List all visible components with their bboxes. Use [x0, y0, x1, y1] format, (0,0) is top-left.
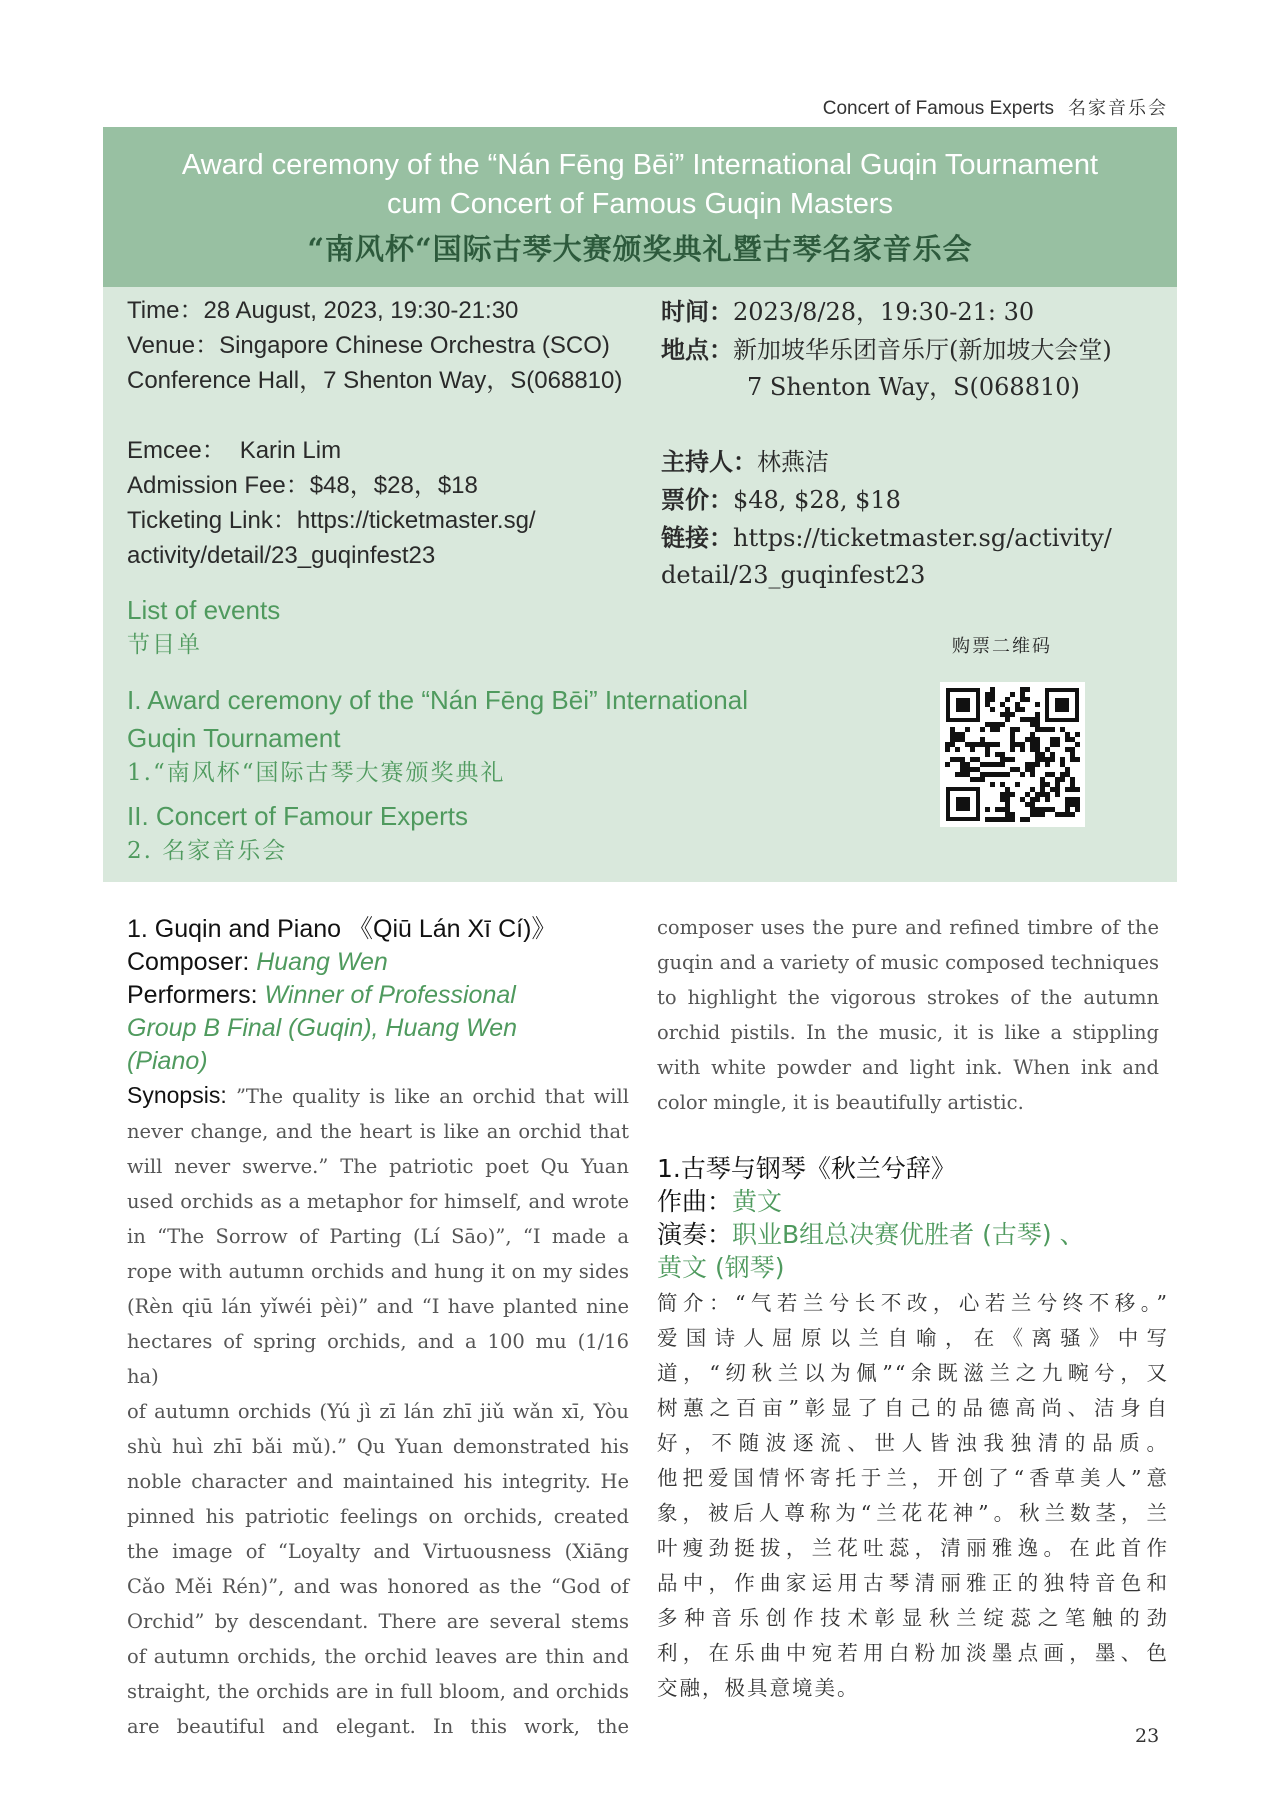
synopsis-en-line: used orchids as a metaphor for himself, and wrote	[127, 1190, 629, 1213]
synopsis-en-continued-line: to highlight the vigorous strokes of the autumn	[657, 986, 1159, 1009]
synopsis-en-line	[127, 1078, 629, 1114]
composer-value-zh: 黄文	[732, 1187, 783, 1216]
synopsis-en-text: ”The quality is like an orchid that will	[235, 1085, 629, 1108]
ticketing-link-zh-line2[interactable]: detail/23_guqinfest23	[661, 561, 926, 589]
qr-label: 购票二维码	[952, 636, 1052, 657]
composer-label-en: Composer:	[127, 948, 257, 976]
info-en-2	[127, 433, 667, 573]
composer-label-zh: 作曲：	[657, 1187, 733, 1216]
synopsis-en-continued-line: with white powder and light ink. When ink and	[657, 1056, 1159, 1079]
ticketing-link-en-line2[interactable]: activity/detail/23_guqinfest23	[127, 542, 436, 569]
performers-label-en: Performers:	[127, 981, 265, 1009]
ticketing-link-en[interactable]: https://ticketmaster.sg/	[296, 507, 536, 534]
venue-value-en: Singapore Chinese Orchestra (SCO)	[219, 332, 610, 359]
venue-value-en-line2: Conference Hall，7 Shenton Way，S(068810)	[127, 367, 623, 394]
synopsis-en-line: rope with autumn orchids and hung it on my sides	[127, 1260, 629, 1283]
event-1-en: I. Award ceremony of the “Nán Fēng Bēi” International	[127, 685, 748, 715]
title-zh: “南风杯“国际古琴大赛颁奖典礼暨古琴名家音乐会	[307, 232, 973, 266]
event-2-en: II. Concert of Famour Experts	[127, 801, 469, 831]
events-heading-zh: 节目单	[127, 632, 202, 658]
synopsis-label-en: Synopsis:	[127, 1082, 236, 1108]
program-en	[127, 913, 629, 1744]
running-header-en: Concert of Famous Experts	[822, 98, 1054, 119]
ticket-qr-code[interactable]	[940, 682, 1085, 827]
running-header-zh: 名家音乐会	[1068, 98, 1168, 119]
synopsis-zh-line: 品中，作曲家运用古琴清丽雅正的独特音色和	[657, 1571, 1169, 1595]
synopsis-en-line: of autumn orchids, the orchid leaves are thin and	[127, 1645, 629, 1668]
link-label-zh: 链接：	[661, 523, 733, 552]
time-value-en: 28 August, 2023, 19:30-21:30	[203, 297, 519, 324]
program-zh	[657, 1152, 1169, 1706]
venue-value-zh-line2: 7 Shenton Way，S(068810)	[747, 373, 1080, 401]
composer-value-en: Huang Wen	[256, 948, 388, 976]
program-title-en: 1. Guqin and Piano 《Qiū Lán Xī Cí)》	[127, 915, 557, 943]
synopsis-en-continued-line: guqin and a variety of music composed techniques	[657, 951, 1159, 974]
time-label-en: Time：	[127, 297, 204, 324]
synopsis-zh-line: 叶瘦劲挺拔，兰花吐蕊，清丽雅逸。在此首作	[657, 1536, 1169, 1560]
link-row-zh	[661, 519, 1171, 557]
synopsis-en-line: straight, the orchids are in full bloom, and orchids	[127, 1680, 629, 1703]
fee-value-zh: $48, $28, $18	[733, 486, 901, 514]
info-en	[127, 293, 667, 398]
synopsis-en-line: (Rèn qiū lán yǐwéi pèi)” and “I have planted nine	[127, 1295, 629, 1318]
synopsis-en-continued	[657, 910, 1159, 1120]
synopsis-zh-line: 多种音乐创作技术彰显秋兰绽蕊之笔触的劲	[657, 1606, 1169, 1630]
title-en-line2: cum Concert of Famous Guqin Masters	[386, 188, 894, 220]
synopsis-zh-line: 利，在乐曲中宛若用白粉加淡墨点画，墨、色	[657, 1641, 1169, 1665]
synopsis-en-continued-line: orchid pistils. In the music, it is like a stippling	[657, 1021, 1159, 1044]
fee-label-zh: 票价：	[661, 485, 733, 514]
time-value-zh: 2023/8/28，19:30-21: 30	[733, 298, 1035, 326]
running-header	[823, 94, 1168, 120]
emcee-value-zh: 林燕洁	[757, 448, 829, 476]
performers-value-zh: 职业B组总决赛优胜者 (古琴) 、	[732, 1220, 1085, 1249]
program-title-zh: 1.古琴与钢琴《秋兰兮辞》	[657, 1154, 956, 1183]
venue-value-zh: 新加坡华乐团音乐厅(新加坡大会堂)	[733, 336, 1112, 364]
composer-row-en	[127, 946, 629, 979]
fee-row-en	[127, 468, 667, 503]
synopsis-zh-line: 树蕙之百亩”彰显了自己的品德高尚、洁身自	[657, 1396, 1169, 1420]
performers-label-zh: 演奏：	[657, 1220, 733, 1249]
fee-label-en: Admission Fee：	[127, 472, 310, 499]
synopsis-en-line: never change, and the heart is like an orchid that	[127, 1120, 629, 1143]
link-row-en	[127, 503, 667, 538]
performers-row-zh	[657, 1218, 1169, 1251]
info-zh	[661, 293, 1171, 406]
events-heading-en: List of events	[127, 595, 281, 625]
ticketing-link-zh[interactable]: https://ticketmaster.sg/activity/	[733, 524, 1112, 552]
performers-value-zh-line2: 黄文 (钢琴)	[657, 1253, 785, 1282]
performers-value-en-line2: Group B Final (Guqin), Huang Wen	[127, 1014, 518, 1042]
event-1-zh: 1.“南风杯“国际古琴大赛颁奖典礼	[127, 760, 506, 786]
title-band	[103, 127, 1177, 287]
fee-row-zh	[661, 481, 1171, 519]
composer-row-zh	[657, 1185, 1169, 1218]
venue-row-zh	[661, 331, 1171, 369]
venue-label-zh: 地点：	[661, 335, 733, 364]
events-section	[127, 591, 817, 867]
performers-value-en-line3: (Piano)	[127, 1047, 208, 1075]
synopsis-zh	[657, 1286, 1169, 1706]
qr-code-icon	[940, 682, 1085, 827]
synopsis-en-line: the image of “Loyalty and Virtuousness (Xiāng	[127, 1540, 629, 1563]
event-1-en-line2: Guqin Tournament	[127, 723, 341, 753]
info-zh-2	[661, 443, 1171, 594]
fee-value-en: $48，$28，$18	[309, 472, 478, 499]
venue-label-en: Venue：	[127, 332, 220, 359]
synopsis-zh-line: 简介：“气若兰兮长不改，心若兰兮终不移。”	[657, 1291, 1169, 1315]
synopsis-zh-line: 他把爱国情怀寄托于兰，开创了“香草美人”意	[657, 1466, 1169, 1490]
synopsis-en-line: will never swerve.” The patriotic poet Qu Yuan	[127, 1155, 629, 1178]
performers-row-en	[127, 979, 629, 1012]
synopsis-zh-line: 交融，极具意境美。	[657, 1676, 860, 1700]
synopsis-en-line: in “The Sorrow of Parting (Lí Sāo)”, “I made a	[127, 1225, 629, 1248]
synopsis-en-line: noble character and maintained his integrity. He	[127, 1470, 629, 1493]
emcee-label-zh: 主持人：	[661, 447, 757, 476]
emcee-label-en: Emcee：	[127, 437, 226, 464]
venue-row-en	[127, 328, 667, 363]
emcee-value-en: Karin Lim	[239, 437, 342, 464]
synopsis-en-line: shù huì zhī bǎi mǔ).” Qu Yuan demonstrated his	[127, 1435, 629, 1458]
synopsis-en-continued-line: composer uses the pure and refined timbre of the	[657, 916, 1159, 939]
synopsis-en-line: pinned his patriotic feelings on orchids, created	[127, 1505, 629, 1528]
synopsis-en-continued-line: color mingle, it is beautifully artistic.	[657, 1091, 1024, 1114]
synopsis-en-line: hectares of spring orchids, and a 100 mu (1/16 ha)	[127, 1330, 629, 1388]
synopsis-en-line: of autumn orchids (Yú jì zī lán zhī jiǔ wǎn xī, Yòu	[127, 1400, 629, 1423]
link-label-en: Ticketing Link：	[127, 507, 297, 534]
title-en-line1: Award ceremony of the “Nán Fēng Bēi” International Guqin Tournament	[181, 149, 1099, 181]
time-row-zh	[661, 293, 1171, 331]
page-number: 23	[1135, 1725, 1160, 1747]
synopsis-zh-line: 道，“纫秋兰以为佩”“余既滋兰之九畹兮，又	[657, 1361, 1169, 1385]
synopsis-en-line: Cǎo Měi Rén)”, and was honored as the “God of	[127, 1575, 629, 1598]
synopsis-zh-line: 爱国诗人屈原以兰自喻，在《离骚》中写	[657, 1326, 1169, 1350]
emcee-row-en	[127, 433, 667, 468]
synopsis-en-line: are beautiful and elegant. In this work, the	[127, 1715, 629, 1738]
synopsis-zh-line: 好，不随波逐流、世人皆浊我独清的品质。	[657, 1431, 1169, 1455]
synopsis-en-line: Orchid” by descendant. There are several stems	[127, 1610, 629, 1633]
time-row-en	[127, 293, 667, 328]
emcee-row-zh	[661, 443, 1171, 481]
synopsis-zh-line: 象，被后人尊称为“兰花花神”。秋兰数茎，兰	[657, 1501, 1169, 1525]
synopsis-en	[127, 1078, 629, 1744]
time-label-zh: 时间：	[661, 297, 733, 326]
performers-value-en: Winner of Professional	[264, 981, 516, 1009]
event-2-zh: 2. 名家音乐会	[127, 838, 288, 864]
